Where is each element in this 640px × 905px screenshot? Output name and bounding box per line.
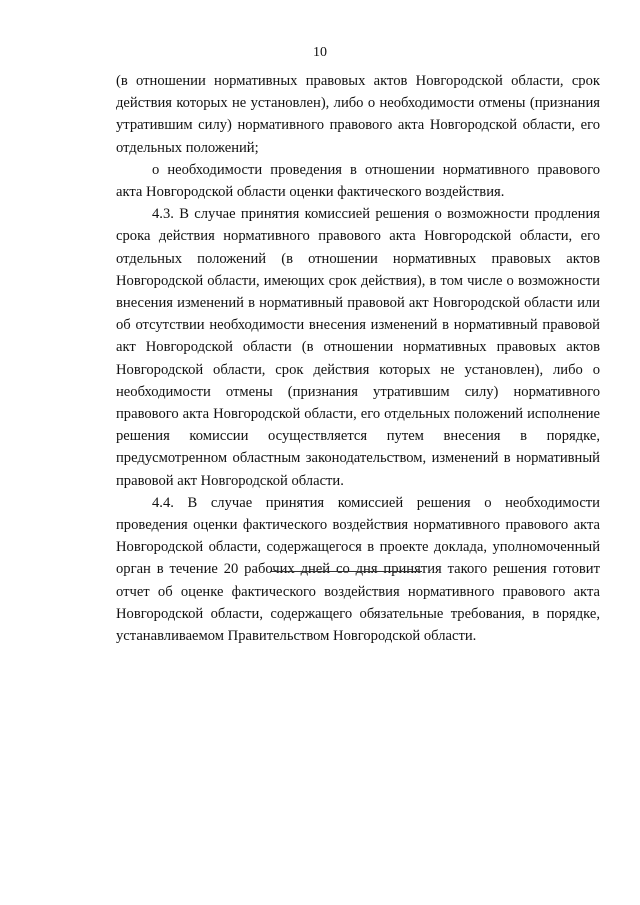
end-divider-line xyxy=(270,571,422,572)
page-number: 10 xyxy=(313,45,327,60)
paragraph-4-4: 4.4. В случае принятия комиссией решения о необходимости проведения оценки фактического воздействия нормативного правового акта Новгородской области, содержащегося в проекте доклада, уполномоченный орган в течение 20 рабочих дней со дня принятия такого решения готовит отчет об оценке фактического воздействия нормативного правового акта Новгородской области, содержащего обязательные требования, в порядке, устанавливаемом Правительством Новгородской области. xyxy=(116,494,600,645)
document-body xyxy=(116,70,600,647)
paragraph-continuation: (в отношении нормативных правовых актов Новгородской области, срок действия которых не установлен), либо о необходимости отмены (признания утратившим силу) нормативного правового акта Новгородской области, его отдельных положений; xyxy=(116,73,600,156)
paragraph-assessment-necessity: о необходимости проведения в отношении нормативного правового акта Новгородской области оценки фактического воздействия. xyxy=(116,161,600,201)
paragraph-4-3: 4.3. В случае принятия комиссией решения о возможности продления срока действия нормативного правового акта Новгородской области, его отдельных положений (в отношении нормативных правовых актов Новгородской области, имеющих срок действия), в том числе о возможности внесения изменений в нормативный правовой акт Новгородской области или об отсутствии необходимости внесения изменений в нормативный правовой акт Новгородской области (в отношении нормативных правовых актов Новгородской области, срок действия которых не установлен), либо о необходимости отмены (признания утратившим силу) нормативного правового акта Новгородской области, его отдельных положений исполнение решения комиссии осуществляется путем внесения в порядке, предусмотренном областным законодательством, изменений в нормативный правовой акт Новгородской области. xyxy=(116,206,600,489)
